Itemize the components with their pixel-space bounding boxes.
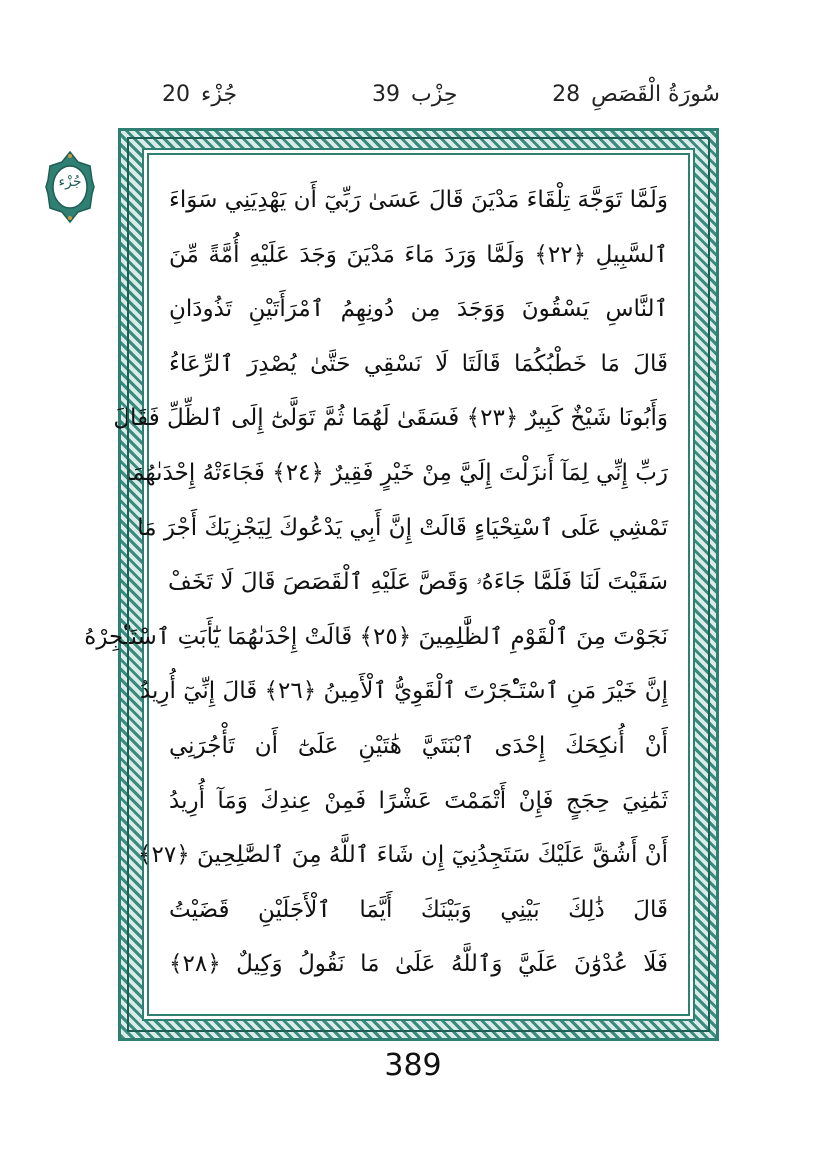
hizb-label: حِزْب (411, 82, 458, 107)
page-number: 389 (384, 1048, 442, 1083)
surah-name: سُورَةُ الْقَصَصِ (591, 82, 720, 107)
page-header (140, 82, 720, 118)
verse-line: ثَمَٰنِيَ حِجَجٍ فَإِنْ أَتْمَمْتَ عَشْرًا فَمِنْ عِندِكَ وَمَآ أُرِيدُ (169, 787, 668, 814)
verse-line: رَبِّ إِنِّي لِمَآ أَنزَلْتَ إِلَيَّ مِنْ خَيْرٍ فَقِيرٌ ﴿٢٤﴾ فَجَاءَتْهُ إِحْدَىٰهُمَا (125, 459, 668, 486)
verse-line: وَلَمَّا تَوَجَّهَ تِلْقَاءَ مَدْيَنَ قَالَ عَسَىٰ رَبِّيٓ أَن يَهْدِيَنِي سَوَاءَ (169, 187, 668, 213)
juz-label: جُزْء (201, 82, 238, 107)
text-area (84, 153, 690, 1016)
verse-line: أَنْ أُنكِحَكَ إِحْدَى ٱبْنَتَيَّ هَٰتَيْنِ عَلَىٰٓ أَن تَأْجُرَنِي (169, 732, 668, 759)
verse-line: قَالَ ذَٰلِكَ بَيْنِي وَبَيْنَكَ أَيَّمَا ٱلْأَجَلَيْنِ قَضَيْتُ (169, 896, 668, 923)
surah-indicator (548, 82, 720, 107)
verse-line: تَمْشِي عَلَى ٱسْتِحْيَاءٍ قَالَتْ إِنَّ أَبِي يَدْعُوكَ لِيَجْزِيَكَ أَجْرَ مَا (137, 514, 668, 541)
verse-lines (84, 173, 668, 992)
verse-line: سَقَيْتَ لَنَا فَلَمَّا جَاءَهُۥ وَقَصَّ عَلَيْهِ ٱلْقَصَصَ قَالَ لَا تَخَفْ (168, 569, 668, 596)
hizb-indicator (368, 82, 457, 107)
surah-number: 28 (552, 82, 581, 107)
verse-line: إِنَّ خَيْرَ مَنِ ٱسْتَـْٔجَرْتَ ٱلْقَوِيُّ ٱلْأَمِينُ ﴿٢٦﴾ قَالَ إِنِّيٓ أُرِيدُ (139, 678, 668, 705)
verse-line: قَالَ مَا خَطْبُكُمَا قَالَتَا لَا نَسْقِي حَتَّىٰ يُصْدِرَ ٱلرِّعَاءُ (169, 350, 668, 377)
juz-number: 20 (162, 82, 190, 107)
verse-line: ٱلنَّاسِ يَسْقُونَ وَوَجَدَ مِن دُونِهِمُ ٱمْرَأَتَيْنِ تَذُودَانِ (169, 296, 668, 323)
verse-line: فَلَا عُدْوَٰنَ عَلَيَّ وَٱللَّهُ عَلَىٰ مَا نَقُولُ وَكِيلٌ ﴿٢٨﴾ (169, 951, 668, 978)
verse-line: ٱلسَّبِيلِ ﴿٢٢﴾ وَلَمَّا وَرَدَ مَاءَ مَدْيَنَ وَجَدَ عَلَيْهِ أُمَّةً مِّنَ (169, 241, 668, 268)
juz-indicator (158, 82, 237, 107)
verse-line: نَجَوْتَ مِنَ ٱلْقَوْمِ ٱلظَّٰلِمِينَ ﴿٢٥﴾ قَالَتْ إِحْدَىٰهُمَا يَٰٓأَبَتِ ٱسْتَـْٔجِرْهُ (84, 623, 668, 650)
verse-line: أَنْ أَشُقَّ عَلَيْكَ سَتَجِدُنِيٓ إِن شَاءَ ٱللَّهُ مِنَ ٱلصَّٰلِحِينَ ﴿٢٧﴾ (138, 842, 668, 869)
medallion-label: جُزْء (58, 174, 82, 190)
juz-margin-medallion-icon (44, 150, 96, 224)
verse-line: وَأَبُونَا شَيْخٌ كَبِيرٌ ﴿٢٣﴾ فَسَقَىٰ لَهُمَا ثُمَّ تَوَلَّىٰٓ إِلَى ٱلظِّلِّ فَقَالَ (113, 405, 668, 432)
hizb-number: 39 (372, 82, 400, 107)
ornamental-page-frame (84, 128, 719, 1041)
